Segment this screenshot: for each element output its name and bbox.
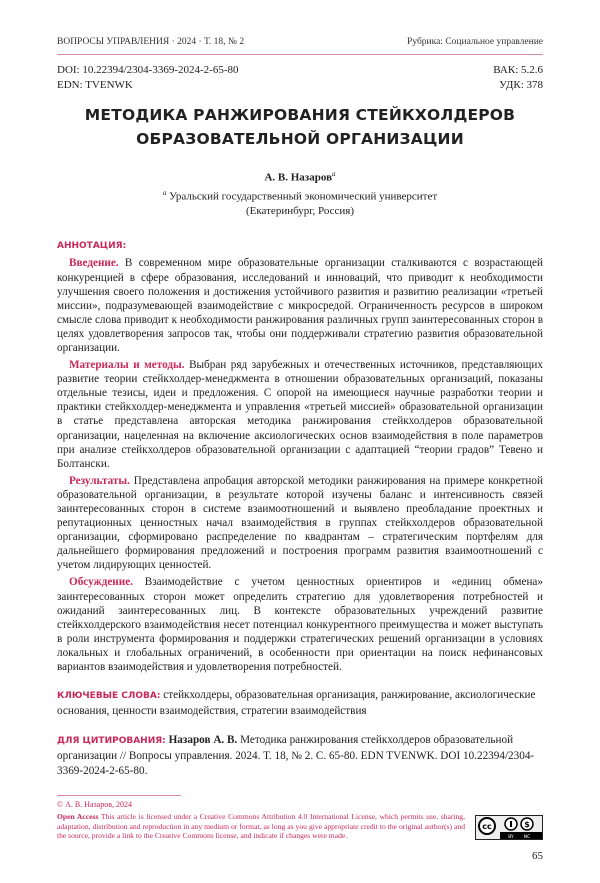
- license-body: This article is licensed under a Creative Commons Attribution 4.0 International License, which permits use, sharing, adaptation, distribution and reproduction in any medium or format, as long as you give appropriate credit to the original author(s) and the source, provide a link to the Creative Commons license, and indicate if changes were made.: [57, 812, 465, 840]
- footer: [57, 779, 543, 863]
- title-line-1: МЕТОДИКА РАНЖИРОВАНИЯ СТЕЙКХОЛДЕРОВ: [85, 106, 515, 124]
- abstract-results: [57, 474, 543, 573]
- cc-by-nc-logo[interactable]: [475, 815, 543, 840]
- affiliation: [57, 186, 543, 220]
- citation-text: Методика ранжирования стейкхолдеров образовательной организации // Вопросы управления. 2024. Т. 18, № 2. С. 65-80. EDN TVENWK. DOI 10.22394/2304-3369-2024-2-65-80.: [57, 734, 534, 777]
- title-line-2: ОБРАЗОВАТЕЛЬНОЙ ОРГАНИЗАЦИИ: [136, 130, 464, 148]
- footnote-divider: [57, 795, 181, 796]
- page: [0, 0, 600, 883]
- article-title: [57, 103, 543, 151]
- udk: УДК: 378: [499, 78, 543, 93]
- aff-sup: a: [163, 189, 167, 197]
- svg-text:NC: NC: [524, 834, 531, 839]
- abstract-methods: [57, 358, 543, 471]
- svg-text:$: $: [524, 820, 530, 829]
- page-number: 65: [57, 849, 543, 863]
- section-text: Взаимодействие с учетом ценностных ориентиров и «единиц обмена» заинтересованных сторон может определить стратегию для удовлетворения потребностей и ожиданий заинтересованных лиц. В контексте образовательных учреждений развитие стейкхолдерского взаимодействия несет потенциал конкурентного преимущества и может выступать в роли инструмента формирования и поддержки стратегических решений организации в условиях локальных и глобальных ограничений, в особенности при ориентации на поиск нефинансовых вариантов взаимодействия и удовлетворения потребностей.: [57, 576, 543, 673]
- keywords-text: стейкхолдеры, образовательная организация, ранжирование, аксиологические основания, ценности взаимодействия, стратегии взаимодействия: [57, 689, 535, 717]
- author: [57, 167, 543, 186]
- meta-row-2: [57, 78, 543, 93]
- journal-name: ВОПРОСЫ УПРАВЛЕНИЯ · 2024 · Т. 18, № 2: [57, 36, 244, 48]
- keywords-label: КЛЮЧЕВЫЕ СЛОВА:: [57, 691, 160, 701]
- affiliation-city: (Екатеринбург, Россия): [246, 205, 354, 217]
- edn: EDN: TVENWK: [57, 78, 133, 93]
- author-sup: a: [332, 170, 336, 178]
- open-access-label: Open Access: [57, 812, 98, 821]
- section-head: Результаты.: [69, 475, 130, 487]
- section-head: Обсуждение.: [69, 576, 133, 588]
- rubric: Рубрика: Социальное управление: [407, 36, 543, 48]
- copyright: © А. В. Назаров, 2024: [57, 800, 543, 810]
- author-name: А. В. Назаров: [264, 172, 332, 184]
- abstract-intro: [57, 256, 543, 355]
- svg-text:cc: cc: [482, 822, 492, 831]
- running-header: [57, 36, 543, 48]
- section-text: Выбран ряд зарубежных и отечественных источников, представляющих развитие теории стейкхолдер-менеджмента в отношении образовательных организаций, показаны отдельные тезисы, идеи и предложения. С опорой на имеющиеся научные разработки теории и практики стейкхолдер-менеджмента и управления «третьей миссией» образовательной организации в статье представлена авторская методика ранжирования стейкхолдеров образовательной организации, нацеленная на включение аксиологических основ взаимодействия в поле параметров при анализе стейкхолдеров образовательной организации с адаптацией “теории градов” Тевено и Болтански.: [57, 359, 543, 470]
- citation: [57, 733, 543, 779]
- section-head: Материалы и методы.: [69, 359, 185, 371]
- citation-label: ДЛЯ ЦИТИРОВАНИЯ:: [57, 736, 166, 746]
- license-text: [57, 812, 465, 841]
- keywords: [57, 688, 543, 719]
- abstract-label: АННОТАЦИЯ:: [57, 239, 543, 253]
- meta-row-1: [57, 63, 543, 78]
- vak: ВАК: 5.2.6: [493, 63, 543, 78]
- doi: DOI: 10.22394/2304-3369-2024-2-65-80: [57, 63, 238, 78]
- abstract: [57, 239, 543, 674]
- abstract-discussion: [57, 575, 543, 674]
- section-text: Представлена апробация авторской методики ранжирования на примере конкретной образовательной организации, в результате которой изучены баланс и интенсивность связей заинтересованных сторон в системе взаимоотношений и выявлено преобладание проектных и репутационных ценностных начал взаимодействия в группах стейкхолдеров образовательной организации, сформировано распределение по квадрантам – стратегическим портфелям для дальнейшего формирования предложений и построения программ развития взаимоотношений с учетом лидирующих ценностей.: [57, 475, 543, 572]
- svg-text:BY: BY: [508, 834, 514, 839]
- license-row: [57, 812, 543, 841]
- section-head: Введение.: [69, 257, 119, 269]
- citation-author: Назаров А. В.: [166, 734, 238, 746]
- section-text: В современном мире образовательные организации сталкиваются с возрастающей конкуренцией в сфере образования, исследований и инноваций, что приводит к необходимости улучшения своего положения и достижения устойчивого развития и развитию реализации «третьей миссии», подразумевающей взаимодействие с микросредой. Ограниченность ресурсов в широком смысле слова приводит к необходимости ранжирования различных групп заинтересованных сторон в целях удовлетворения запросов так, чтобы они поддерживали стратегию развития образовательной организации.: [57, 257, 543, 354]
- header-divider: [57, 54, 543, 55]
- affiliation-name: Уральский государственный экономический университет: [169, 190, 437, 202]
